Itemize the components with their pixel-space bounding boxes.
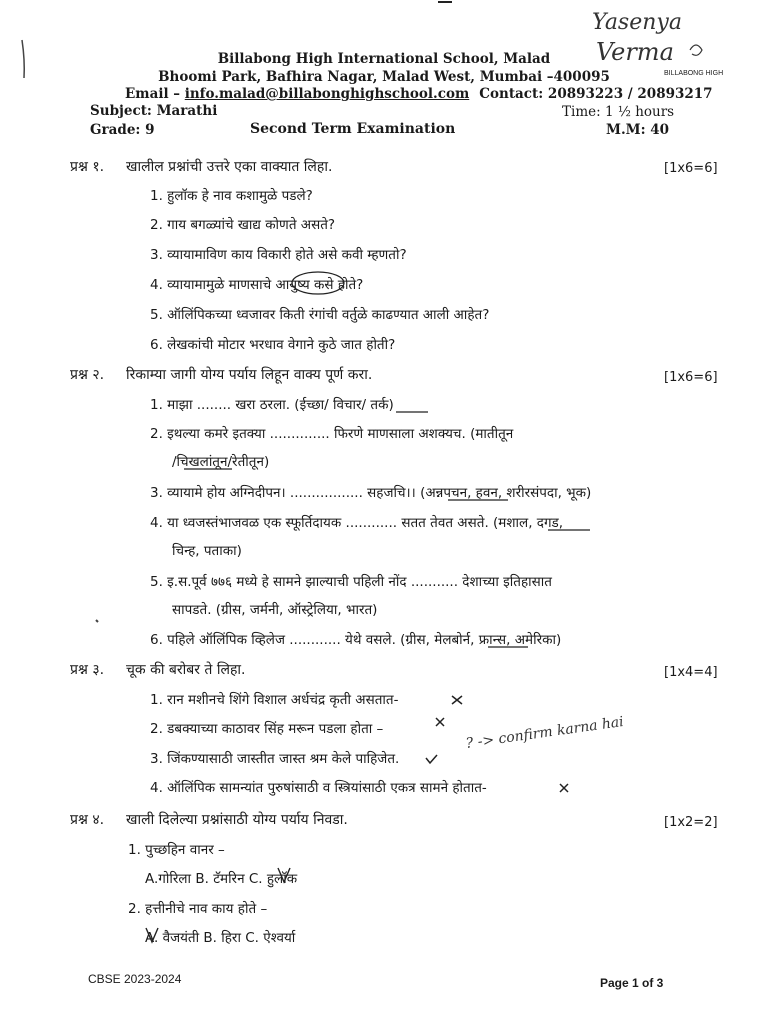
q1-item-6: 6. लेखकांची मोटार भरधाव वेगाने कुठे जात होती?	[150, 337, 396, 353]
q2-item-1: 1. माझा ........ खरा ठरला. (ईच्छा/ विचार/ तर्क)	[150, 397, 394, 413]
circled-word-mark	[292, 272, 344, 294]
q3-label: प्रश्न ३.	[70, 662, 105, 678]
max-marks: M.M: 40	[606, 122, 670, 138]
tick-mark-q3-3	[426, 755, 437, 763]
q1-label: प्रश्न १.	[70, 159, 105, 175]
q1-item-1: 1. हुलॉक हे नाव कशामुळे पडले?	[150, 188, 313, 204]
q2-item-2-cont: /चिखलांतून/रेतीतून)	[172, 454, 270, 470]
q2-item-5: 5. इ.स.पूर्व ७७६ मध्ये हे सामने झाल्याची पहिली नोंद ........... देशाच्या इतिहासात	[150, 574, 552, 590]
cross-mark-q3-4	[560, 784, 568, 792]
option-select-mark-q4-1	[278, 868, 290, 882]
footer-page-number: Page 1 of 3	[600, 976, 664, 990]
q2-text: रिकाम्या जागी योग्य पर्याय लिहून वाक्य पूर्ण करा.	[126, 367, 373, 383]
option-select-mark-q4-2	[146, 928, 158, 942]
cross-mark-q3-1	[452, 696, 462, 704]
q4-sub1-question: 1. पुच्छहिन वानर –	[128, 842, 225, 858]
q4-marks: [1x2=2]	[664, 815, 718, 830]
q2-item-5-cont: सापडते. (ग्रीस, जर्मनी, ऑस्ट्रेलिया, भारत)	[172, 602, 378, 618]
q3-marks: [1x4=4]	[664, 665, 718, 680]
q3-item-1: 1. रान मशीनचे शिंगे विशाल अर्धचंद्र कृती असतात-	[150, 692, 399, 708]
q4-sub2-question: 2. हत्तीनीचे नाव काय होते –	[128, 901, 268, 917]
q2-item-4: 4. या ध्वजस्तंभाजवळ एक स्फूर्तिदायक ............ सतत तेवत असते. (मशाल, दगड,	[150, 515, 564, 531]
q2-item-3: 3. व्यायामे होय अग्निदीपन। ................. सहजचि।। (अन्नपचन, हवन, शरीरसंपदा, भूक)	[150, 485, 592, 501]
handwritten-annotation: ? -> confirm karna hai	[464, 713, 625, 752]
exam-time: Time: 1 ½ hours	[562, 104, 675, 120]
q2-item-2: 2. इथल्या कमरे इतक्या .............. फिरणे माणसाला अशक्यच. (मातीतून	[150, 426, 514, 442]
contact-numbers: Contact: 20893223 / 20893217	[479, 86, 713, 102]
email-label: Email –	[125, 86, 185, 102]
q1-item-4: 4. व्यायामामुळे माणसाचे आयुष्य कसे होते?	[150, 277, 364, 293]
email-link[interactable]: info.malad@billabonghighschool.com	[184, 86, 470, 102]
logo-scribble	[690, 45, 702, 55]
margin-pen-dot	[96, 620, 98, 622]
handwritten-name-line1: Yasenya	[592, 10, 682, 35]
q4-sub1-options: A.गोरिला B. टॅमरिन C. हुलॉक	[145, 871, 298, 887]
q3-item-4: 4. ऑलिंपिक सामन्यांत पुरुषांसाठी व स्त्रियांसाठी एकत्र सामने होतात-	[150, 780, 487, 796]
q1-item-2: 2. गाय बगळ्यांचे खाद्य कोणते असते?	[150, 217, 336, 233]
margin-pen-mark	[22, 40, 24, 78]
q3-item-2: 2. डबक्याच्या काठावर सिंह मरून पडला होता –	[150, 721, 384, 737]
subject: Subject: Marathi	[90, 103, 218, 119]
q1-text: खालील प्रश्नांची उत्तरे एका वाक्यात लिहा.	[126, 159, 333, 175]
cross-mark-q3-2	[436, 718, 444, 726]
q3-item-3: 3. जिंकण्यासाठी जास्तीत जास्त श्रम केले पाहिजेत.	[150, 751, 400, 767]
q2-item-6: 6. पहिले ऑलिंपिक व्हिलेज ............ येथे वसले. (ग्रीस, मेलबोर्न, फ्रान्स, अमेरिका)	[150, 632, 562, 648]
school-logo-text: BILLABONG HIGH	[664, 70, 724, 77]
q2-marks: [1x6=6]	[664, 370, 718, 385]
q4-sub2-options: A. वैजयंती B. हिरा C. ऐश्वर्या	[145, 930, 296, 946]
q3-text: चूक की बरोबर ते लिहा.	[126, 662, 246, 678]
q2-label: प्रश्न २.	[70, 367, 105, 383]
school-name: Billabong High International School, Malad	[217, 51, 551, 67]
grade: Grade: 9	[90, 122, 155, 138]
handwritten-name-line2: Verma	[596, 38, 674, 66]
exam-title: Second Term Examination	[250, 121, 456, 137]
q2-item-4-cont: चिन्ह, पताका)	[172, 543, 242, 559]
school-address: Bhoomi Park, Bafhira Nagar, Malad West, Mumbai –400095	[158, 69, 610, 85]
q4-label: प्रश्न ४.	[70, 812, 105, 828]
q1-marks: [1x6=6]	[664, 161, 718, 176]
q1-item-5: 5. ऑलिंपिकच्या ध्वजावर किती रंगांची वर्तुळे काढण्यात आली आहेत?	[150, 307, 490, 323]
q1-item-3: 3. व्यायामाविण काय विकारी होते असे कवी म्हणतो?	[150, 247, 407, 263]
q4-text: खाली दिलेल्या प्रश्नांसाठी योग्य पर्याय निवडा.	[126, 812, 348, 828]
footer-board-year: CBSE 2023-2024	[88, 972, 182, 986]
